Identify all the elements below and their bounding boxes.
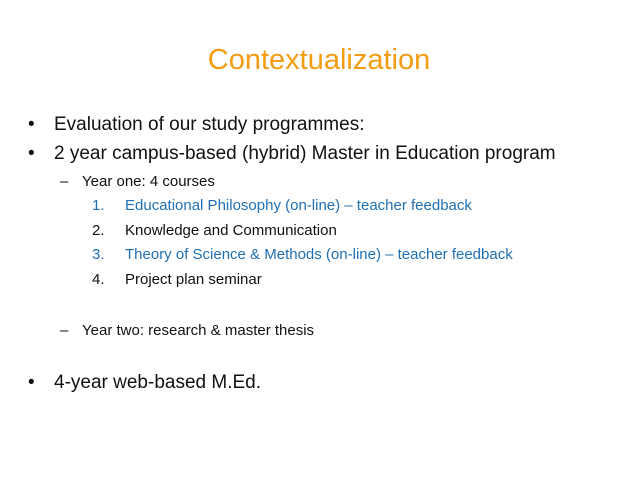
course-text: Educational Philosophy (on-line) – teacher feedback (125, 197, 472, 214)
sub-item-text: Year two: research & master thesis (82, 322, 315, 339)
course-number: 3. (92, 246, 105, 263)
bullet-text: Evaluation of our study programmes: (54, 114, 365, 135)
course-number: 2. (92, 222, 105, 239)
sub-item-text: Year one: 4 courses (82, 173, 215, 190)
course-text: Project plan seminar (125, 271, 262, 288)
slide-title: Contextualization (207, 44, 431, 76)
bullet-text: 2 year campus-based (hybrid) Master in Education program (54, 143, 556, 164)
dash-icon: – (60, 322, 69, 339)
dash-icon: – (60, 173, 69, 190)
course-number: 1. (92, 197, 105, 214)
course-text: Knowledge and Communication (125, 222, 337, 239)
bullet-icon: • (28, 114, 35, 135)
course-number: 4. (92, 271, 105, 288)
bullet-text: 4-year web-based M.Ed. (54, 372, 261, 393)
bullet-icon: • (28, 372, 35, 393)
course-text: Theory of Science & Methods (on-line) – teacher feedback (125, 246, 513, 263)
bullet-icon: • (28, 143, 35, 164)
